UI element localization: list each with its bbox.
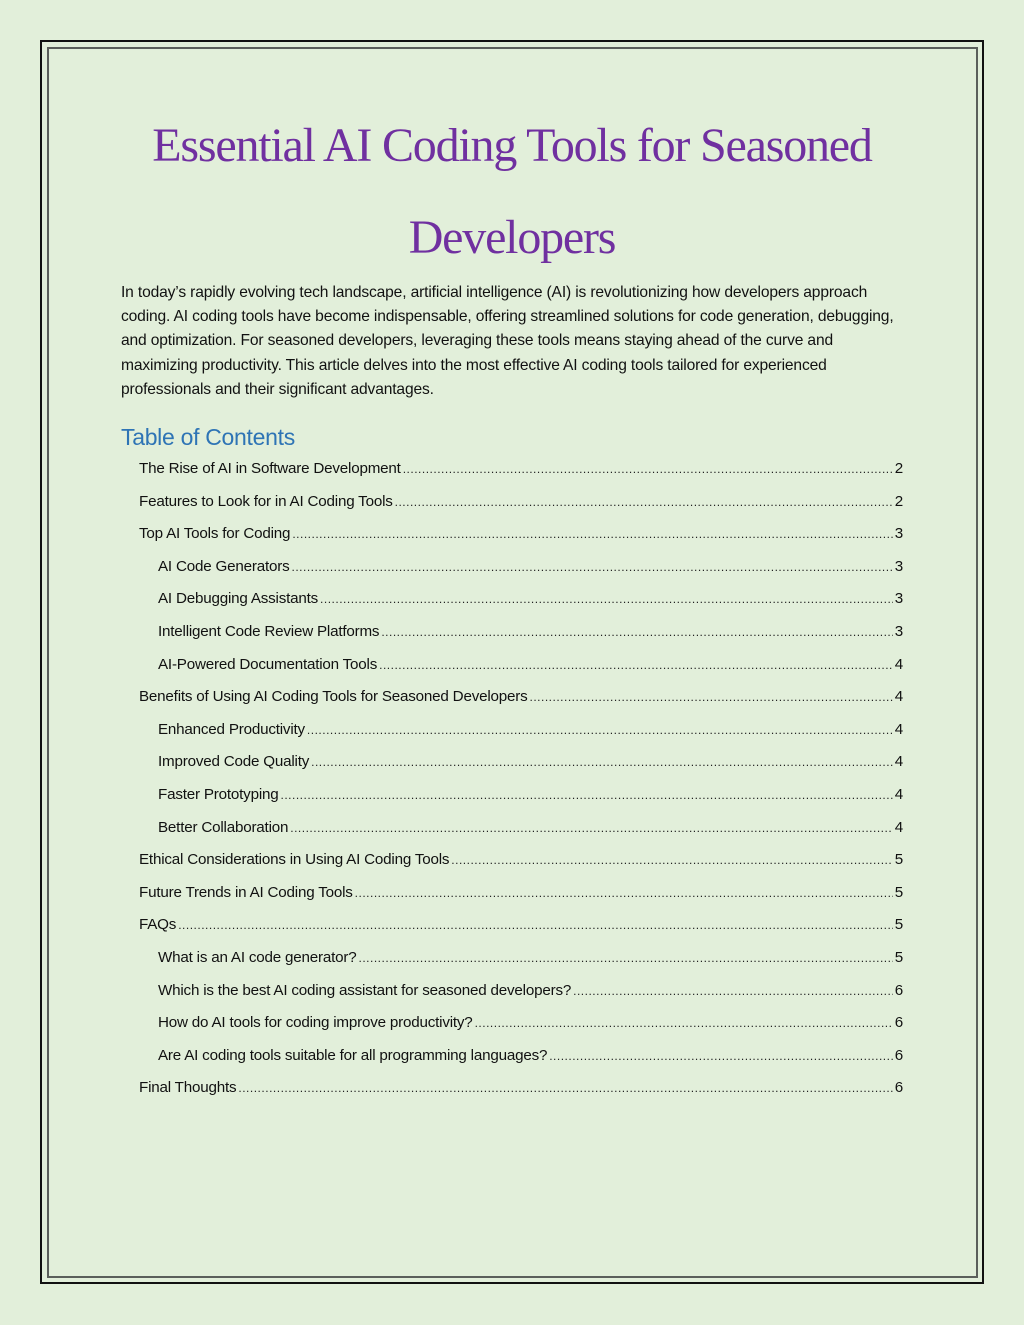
toc-heading: Table of Contents	[121, 424, 295, 450]
toc-entry-label: Ethical Considerations in Using AI Coding Tools	[139, 851, 450, 869]
toc-dot-leader	[379, 653, 893, 677]
toc-entry[interactable]	[139, 653, 903, 686]
toc-entry[interactable]	[139, 946, 903, 979]
toc-entry-label: Benefits of Using AI Coding Tools for Seasoned Developers	[139, 688, 528, 706]
toc-dot-leader	[281, 783, 893, 807]
title-line-1: Essential AI Coding Tools for Seasoned	[152, 119, 872, 172]
toc-entry-label: Improved Code Quality	[158, 753, 310, 771]
toc-dot-leader	[395, 490, 893, 514]
table-of-contents	[139, 457, 903, 1109]
toc-entry-label: Final Thoughts	[139, 1079, 237, 1097]
toc-entry[interactable]	[139, 848, 903, 881]
toc-entry[interactable]	[139, 881, 903, 914]
toc-entry-label: How do AI tools for coding improve productivity?	[158, 1014, 473, 1032]
toc-entry-page-number: 5	[894, 948, 903, 966]
toc-entry[interactable]	[139, 783, 903, 816]
toc-dot-leader	[290, 816, 893, 840]
toc-entry-page-number: 5	[894, 883, 903, 901]
toc-entry[interactable]	[139, 587, 903, 620]
toc-entry[interactable]	[139, 913, 903, 946]
toc-entry-label: FAQs	[139, 916, 177, 934]
toc-dot-leader	[238, 1076, 892, 1100]
document-title	[100, 100, 924, 284]
toc-dot-leader	[292, 522, 892, 546]
toc-entry-page-number: 6	[894, 1014, 903, 1032]
toc-entry-page-number: 5	[894, 851, 903, 869]
toc-dot-leader	[549, 1044, 893, 1068]
toc-entry-label: Top AI Tools for Coding	[139, 525, 291, 543]
toc-entry-page-number: 3	[894, 622, 903, 640]
toc-entry-label: AI Code Generators	[158, 557, 290, 575]
toc-entry-page-number: 5	[894, 916, 903, 934]
toc-entry-page-number: 2	[894, 492, 903, 510]
toc-entry-page-number: 3	[894, 525, 903, 543]
toc-entry-label: Enhanced Productivity	[158, 720, 305, 738]
toc-entry-label: The Rise of AI in Software Development	[139, 460, 401, 477]
toc-entry-page-number: 4	[894, 818, 903, 836]
toc-entry-label: Better Collaboration	[158, 818, 289, 836]
toc-dot-leader	[178, 913, 893, 937]
toc-entry[interactable]	[139, 490, 903, 523]
toc-entry[interactable]	[139, 718, 903, 751]
toc-entry[interactable]	[139, 750, 903, 783]
toc-dot-leader	[355, 881, 893, 905]
toc-dot-leader	[291, 555, 892, 579]
toc-entry[interactable]	[139, 457, 903, 490]
toc-entry-label: Are AI coding tools suitable for all programming languages?	[158, 1046, 548, 1064]
toc-entry-page-number: 3	[894, 590, 903, 608]
toc-entry-label: Which is the best AI coding assistant for seasoned developers?	[158, 981, 572, 999]
toc-dot-leader	[307, 718, 893, 742]
toc-dot-leader	[311, 750, 893, 774]
toc-entry-page-number: 4	[894, 720, 903, 738]
toc-dot-leader	[573, 979, 893, 1003]
toc-entry-page-number: 6	[894, 981, 903, 999]
toc-entry-label: AI-Powered Documentation Tools	[158, 655, 378, 673]
toc-dot-leader	[403, 457, 893, 481]
intro-paragraph: In today’s rapidly evolving tech landscape, artificial intelligence (AI) is revolutionizing how developers approach coding. AI coding tools have become indispensable, offering streamlined solutions for code generation, debugging, and optimization. For seasoned developers, leveraging these tools means staying ahead of the curve and maximizing productivity. This article delves into the most effective AI coding tools tailored for experienced professionals and their significant advantages.	[121, 284, 894, 398]
toc-entry[interactable]	[139, 1044, 903, 1077]
toc-entry[interactable]	[139, 685, 903, 718]
toc-entry-page-number: 4	[894, 785, 903, 803]
toc-entry[interactable]	[139, 979, 903, 1012]
toc-entry-page-number: 3	[894, 557, 903, 575]
toc-entry-label: Features to Look for in AI Coding Tools	[139, 492, 393, 510]
title-line-2: Developers	[408, 211, 616, 264]
toc-entry[interactable]	[139, 522, 903, 555]
toc-entry[interactable]	[139, 1011, 903, 1044]
toc-dot-leader	[359, 946, 893, 970]
toc-entry-page-number: 4	[894, 688, 903, 706]
toc-entry-label: AI Debugging Assistants	[158, 590, 319, 608]
toc-dot-leader	[475, 1011, 893, 1035]
toc-entry-page-number: 2	[894, 460, 903, 477]
toc-entry[interactable]	[139, 1076, 903, 1109]
toc-entry-page-number: 6	[894, 1079, 903, 1097]
toc-entry-page-number: 4	[894, 655, 903, 673]
toc-entry-label: Faster Prototyping	[158, 785, 279, 803]
toc-entry-page-number: 6	[894, 1046, 903, 1064]
toc-entry-label: Intelligent Code Review Platforms	[158, 622, 380, 640]
toc-entry[interactable]	[139, 555, 903, 588]
toc-dot-leader	[451, 848, 892, 872]
toc-entry-label: What is an AI code generator?	[158, 948, 357, 966]
toc-dot-leader	[320, 587, 893, 611]
toc-entry[interactable]	[139, 816, 903, 849]
toc-entry-page-number: 4	[894, 753, 903, 771]
toc-entry[interactable]	[139, 620, 903, 653]
toc-dot-leader	[381, 620, 892, 644]
toc-entry-label: Future Trends in AI Coding Tools	[139, 883, 353, 901]
toc-dot-leader	[530, 685, 893, 709]
